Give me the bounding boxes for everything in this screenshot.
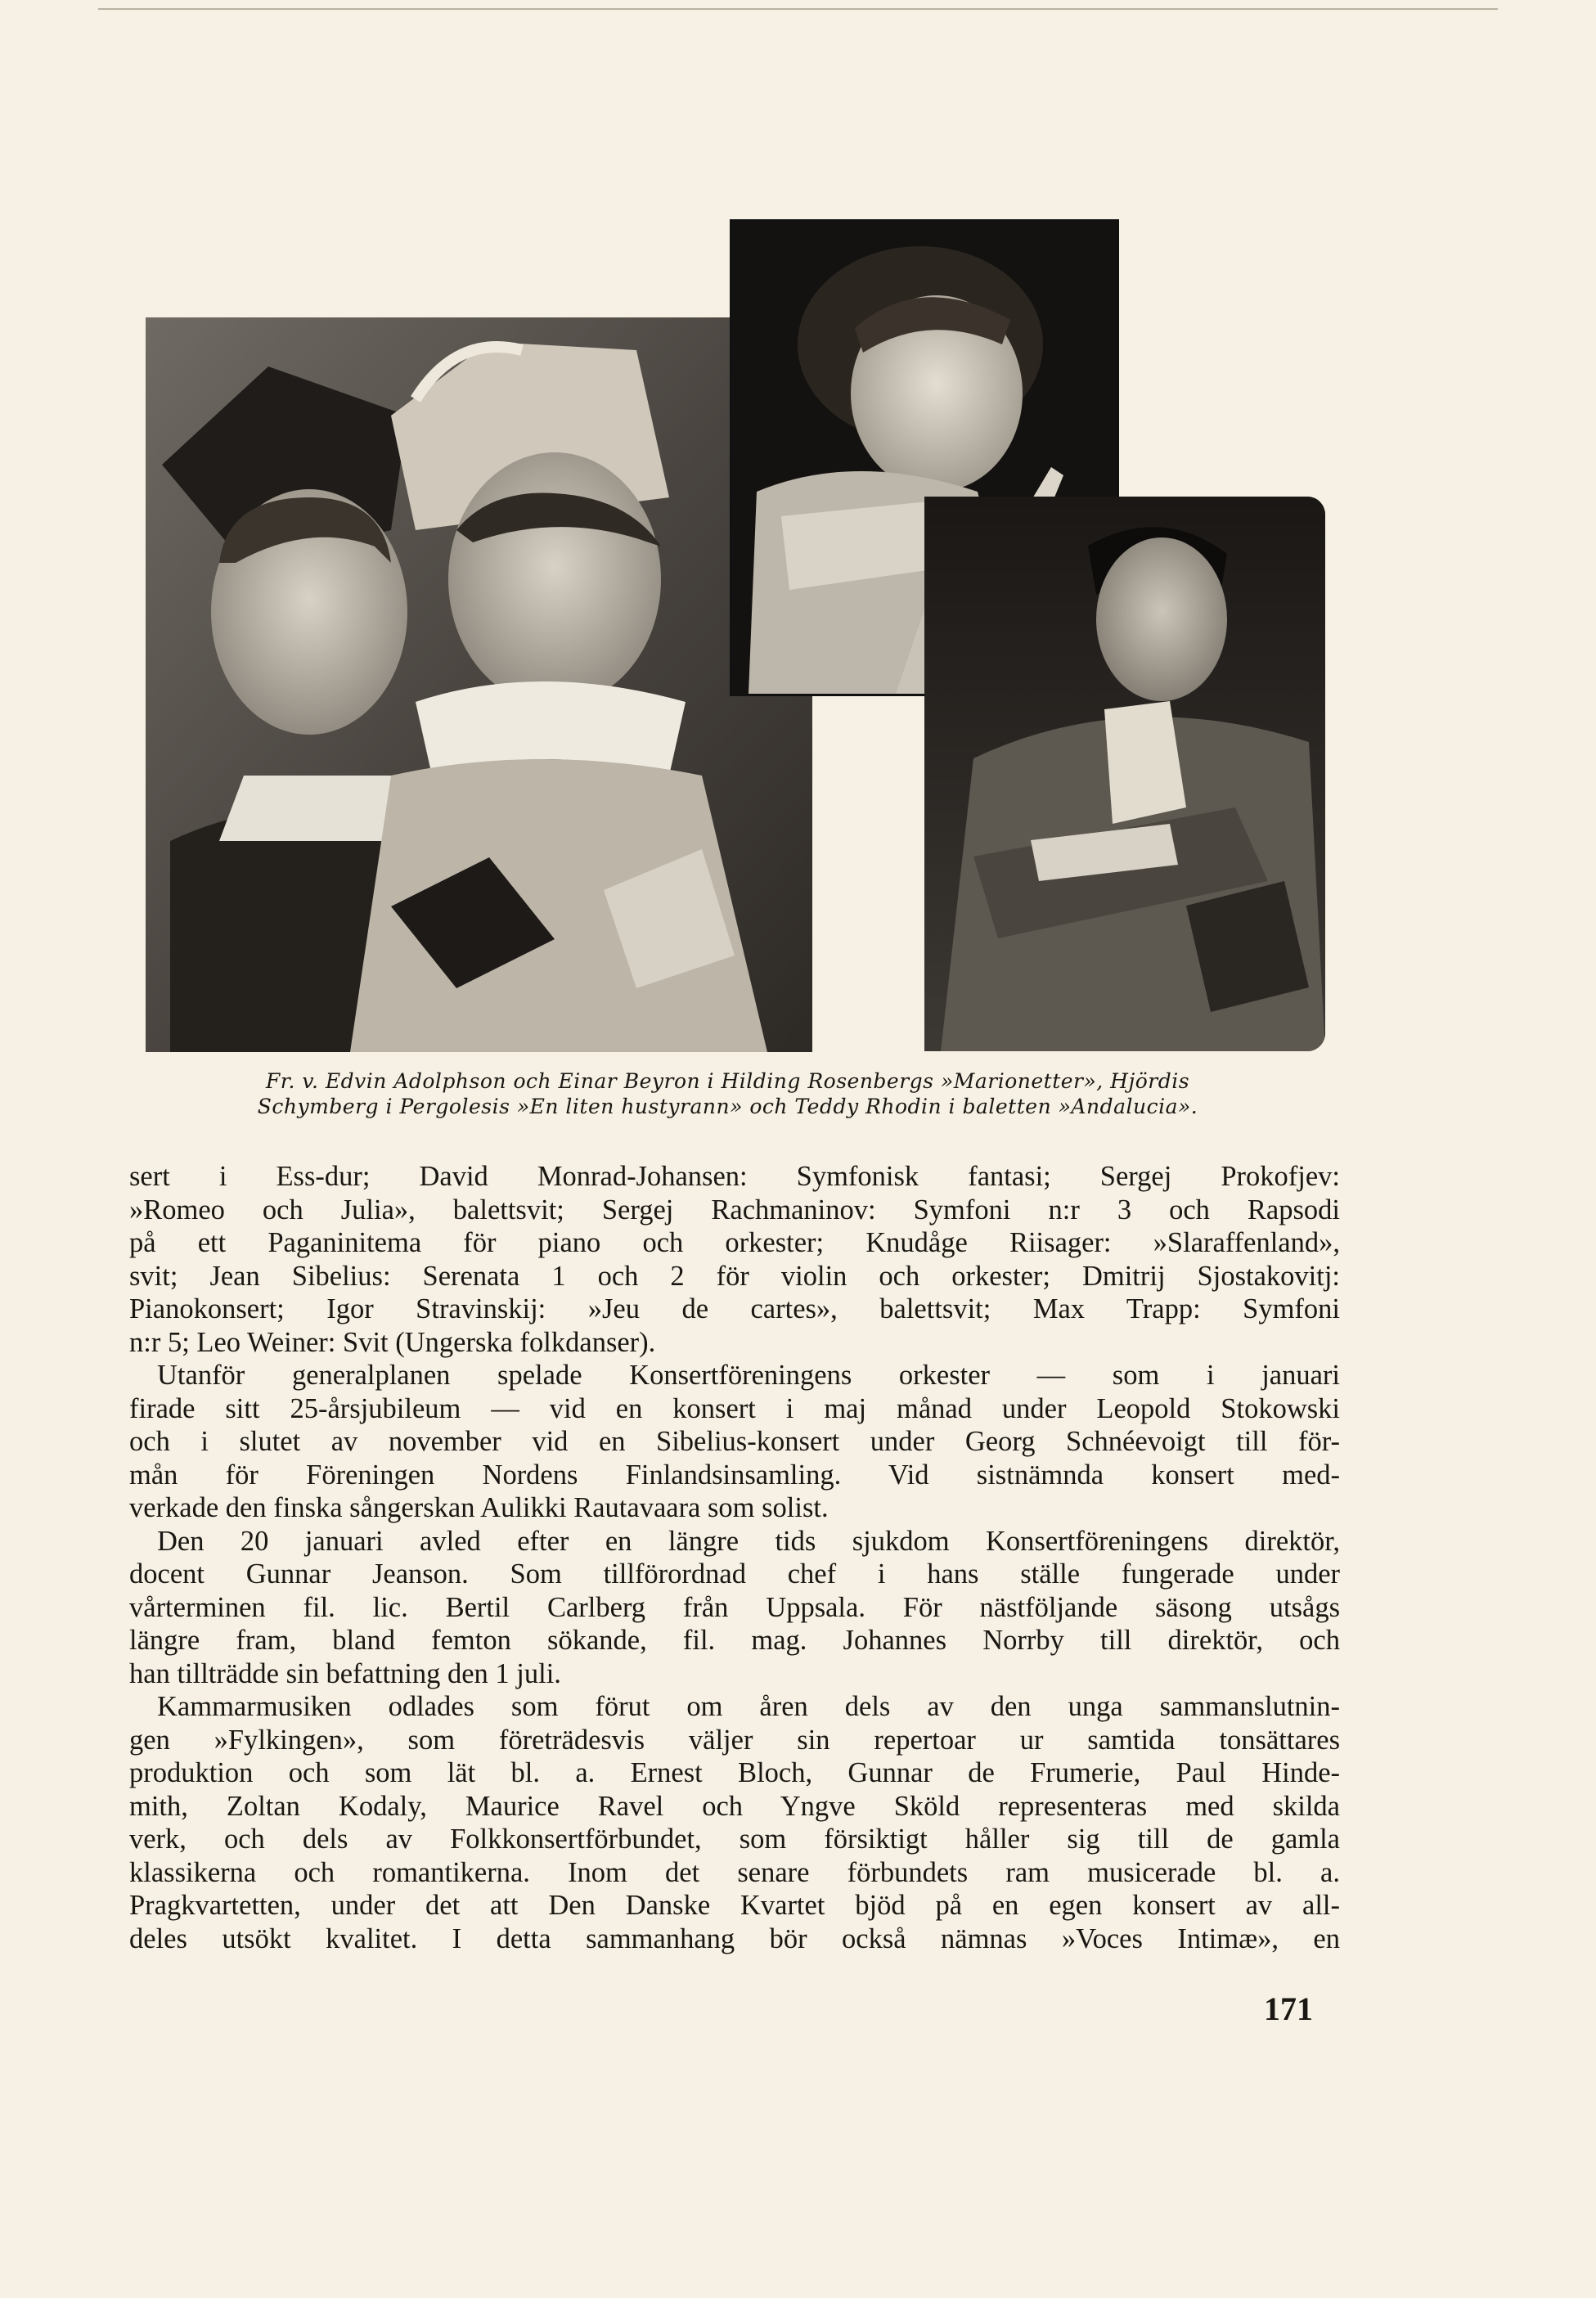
body-line: Pragkvartetten, under det att Den Danske Kvartet bjöd på en egen konsert av all- <box>129 1890 1340 1921</box>
body-line: sert i Ess-dur; David Monrad-Johansen: Symfonisk fantasi; Sergej Prokofjev: <box>129 1161 1340 1192</box>
body-line: verkade den finska sångerskan Aulikki Rautavaara som solist. <box>129 1492 829 1523</box>
article-body <box>129 1160 1340 1955</box>
caption-line: Schymberg i Pergolesis »En liten hustyrann» och Teddy Rhodin i baletten »Andalucia». <box>257 1095 1198 1118</box>
photo-rhodin <box>924 497 1325 1051</box>
body-line: produktion och som lät bl. a. Ernest Bloch, Gunnar de Frumerie, Paul Hinde- <box>129 1757 1340 1788</box>
body-line: vårterminen fil. lic. Bertil Carlberg från Uppsala. För nästföljande säsong utsågs <box>129 1591 1340 1623</box>
body-line: mith, Zoltan Kodaly, Maurice Ravel och Yngve Sköld representeras med skilda <box>129 1790 1340 1822</box>
photo-adolphson-beyron <box>146 317 812 1052</box>
body-line: firade sitt 25-årsjubileum — vid en konsert i maj månad under Leopold Stokowski <box>129 1392 1340 1424</box>
body-line: på ett Paganinitema för piano och orkester; Knudåge Riisager: »Slaraffenland», <box>129 1227 1340 1258</box>
body-line: Pianokonsert; Igor Stravinskij: »Jeu de cartes», balettsvit; Max Trapp: Symfoni <box>129 1293 1340 1324</box>
body-line: Utanför generalplanen spelade Konsertföreningens orkester — som i januari <box>157 1360 1340 1391</box>
body-line: klassikerna och romantikerna. Inom det senare förbundets ram musicerade bl. a. <box>129 1856 1340 1888</box>
body-line: docent Gunnar Jeanson. Som tillförordnad chef i hans ställe fungerade under <box>129 1558 1340 1590</box>
body-line: gen »Fylkingen», som företrädesvis väljer sin repertoar ur samtida tonsättares <box>129 1724 1340 1756</box>
body-line: deles utsökt kvalitet. I detta sammanhang bör också nämnas »Voces Intimæ», en <box>129 1922 1340 1954</box>
body-line: svit; Jean Sibelius: Serenata 1 och 2 för violin och orkester; Dmitrij Sjostakovitj: <box>129 1260 1340 1292</box>
photo-caption <box>133 1068 1323 1119</box>
body-line: och i slutet av november vid en Sibelius-konsert under Georg Schnéevoigt till för- <box>129 1426 1340 1457</box>
body-line: Den 20 januari avled efter en längre tids sjukdom Konsertföreningens direktör, <box>157 1525 1340 1557</box>
body-line: han tillträdde sin befattning den 1 juli. <box>129 1657 561 1689</box>
body-line: Kammarmusiken odlades som förut om åren dels av den unga sammanslutnin- <box>157 1691 1340 1722</box>
body-line: verk, och dels av Folkkonsertförbundet, som försiktigt håller sig till de gamla <box>129 1824 1340 1855</box>
body-line: mån för Föreningen Nordens Finlandsinsamling. Vid sistnämnda konsert med- <box>129 1459 1340 1491</box>
body-line: längre fram, bland femton sökande, fil. mag. Johannes Norrby till direktör, och <box>129 1625 1340 1656</box>
page-number: 171 <box>1264 1990 1313 2027</box>
caption-line: Fr. v. Edvin Adolphson och Einar Beyron i Hilding Rosenbergs »Marionetter», Hjördis <box>265 1069 1190 1093</box>
body-line: n:r 5; Leo Weiner: Svit (Ungerska folkdanser). <box>129 1326 656 1358</box>
top-rule <box>98 8 1498 10</box>
body-line: »Romeo och Julia», balettsvit; Sergej Rachmaninov: Symfoni n:r 3 och Rapsodi <box>129 1194 1340 1225</box>
